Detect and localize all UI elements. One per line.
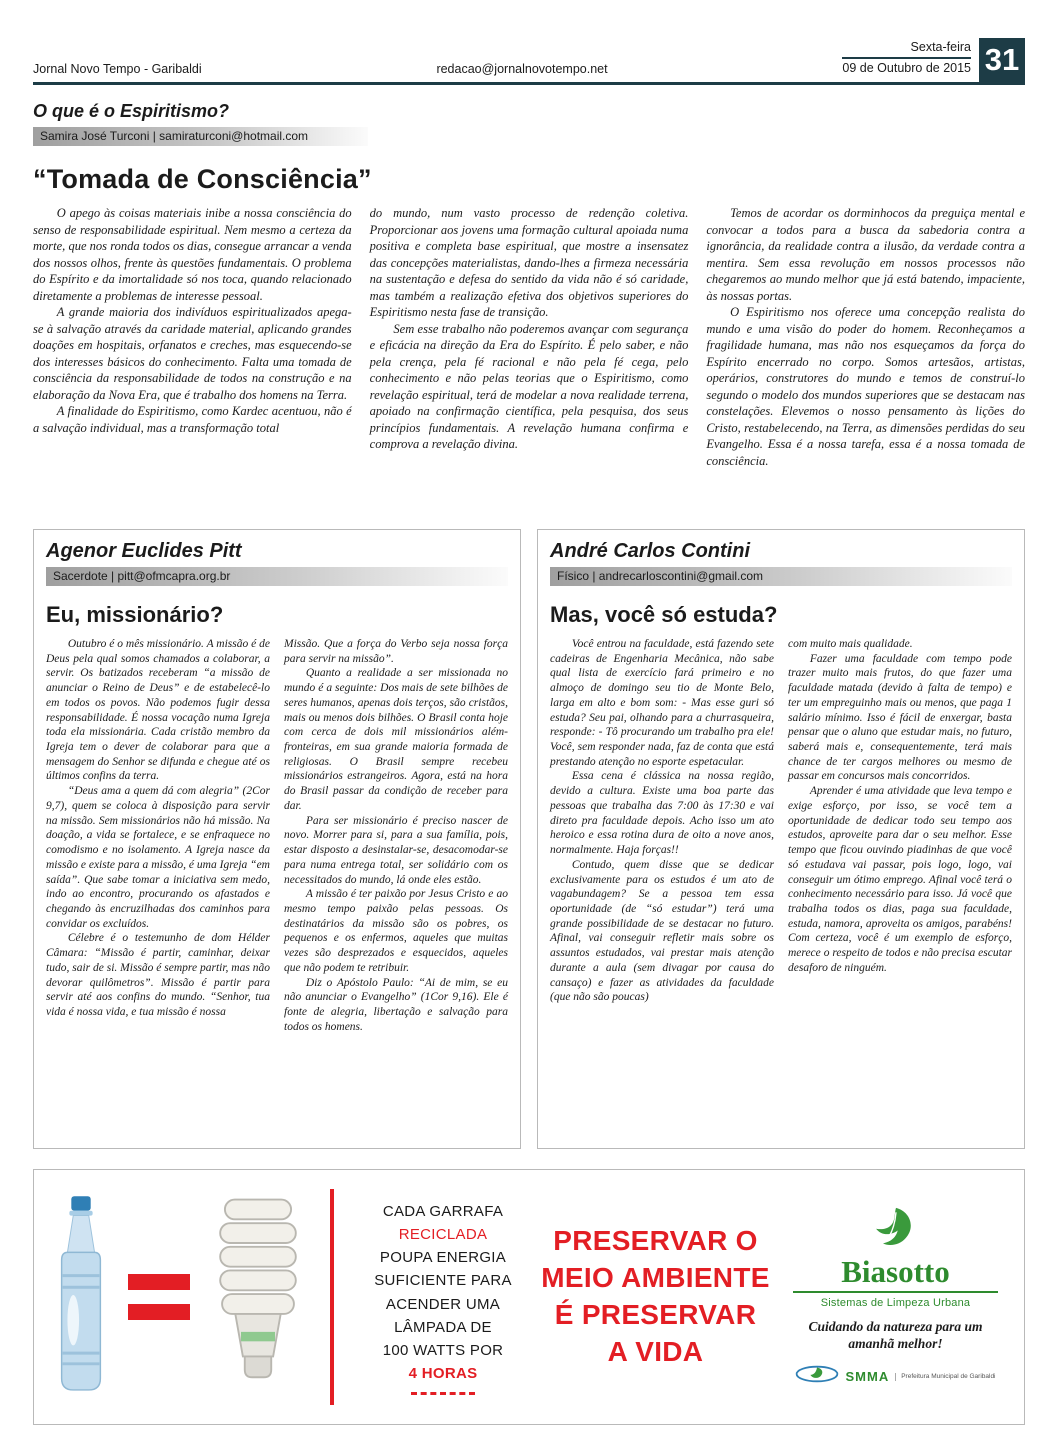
equals-sign <box>128 1274 190 1320</box>
article-box-so-estuda <box>537 529 1025 1149</box>
article3-byline-bar: Físico | andrecarloscontini@gmail.com <box>550 567 1012 586</box>
brand-rule <box>793 1291 998 1293</box>
article2-byline-bar: Sacerdote | pitt@ofmcapra.org.br <box>46 567 508 586</box>
paragraph: Aprender é uma atividade que leva tempo e exige esforço, por isso, se você tem a oportunidade de dedicar todo seu tempo aos estudos, aproveite para dar o seu melhor. Esse tempo que ficou ouvindo piadinhas de que você só estudava vai passar, pois logo, logo, vai conseguir um ótimo emprego. Afinal você terá o conhecimento necessário para isso. Já você que trabalha todos os dias, paga sua faculdade, estuda, namora, aproveita os amigos, parabéns! Com certeza, você é um exemplo de esforço, merece o respeito de todos e não precisa escutar desaforo de ninguém. <box>788 785 1012 974</box>
fact-line: POUPA ENERGIA <box>379 1249 507 1266</box>
section-byline-bar: Samira José Turconi | samiraturconi@hotmail.com <box>33 127 368 146</box>
article2-body <box>46 637 508 1034</box>
paragraph: Essa cena é clássica na nossa região, devido a cultura. Existe uma boa parte das pessoas que trabalha das 7:00 às 17:30 e vai direto pra faculdade depois. Acho isso um ato heroico e essa rotina dura de oito a nove anos, normalmente. Haja forças!! <box>550 770 774 857</box>
paragraph: Quanto a realidade a ser missionada no mundo é a seguinte: Dos mais de sete bilhões de seres humanos, apenas dois terços, são cristãos, mais ou menos dois bilhões. O Brasil conta hoje com cerca de dois mil missionários além-fronteiras, em sua grande maioria formada de religiosas. O Brasil sempre recebeu missionários estrangeiros. Agora, está na hora do Brasil passar da condição de receber para dar. <box>284 667 508 812</box>
fact-line-4-horas: 4 HORAS <box>408 1365 478 1383</box>
paragraph: Você entrou na faculdade, está fazendo sete cadeiras de Engenharia Mecânica, não sabe qual lista de exercício fará primeiro e no almoço de domingo seu tio de Monte Belo, larga em alto e bom som: - Mas esse guri só estuda? Seu pai, olhando para a churrasqueira, responde: - Tô procurando um trabalho pra ele! Você, sem responder nada, faz de conta que está prestando atenção no esporte espetacular. <box>550 638 774 768</box>
section-title: O que é o Espiritismo? <box>33 101 230 121</box>
preserve-slogan <box>538 1223 773 1371</box>
biasotto-leaf-icon <box>870 1236 922 1253</box>
red-dashes-decoration <box>411 1392 475 1395</box>
page-number-badge: 31 <box>979 38 1025 82</box>
paragraph: Missão. Que a força do Verbo seja nossa força para servir na missão”. <box>284 638 508 665</box>
article-boxes-row <box>33 529 1025 1149</box>
article-box-missionario <box>33 529 521 1149</box>
paragraph: do mundo, num vasto processo de redenção coletiva. Proporcionar aos jovens uma formação cultural apoiada numa positiva e completa base espiritual, que mostre a insensatez das concepções materialistas, dando-lhes a firmeza necessária na sustentação e defesa do sentido da vida não é só caridade, mas também a realização efetiva dos objetivos superiores do Espiritismo nesta fase de transição. <box>369 206 689 319</box>
article3-column-1 <box>550 637 774 1005</box>
article2-title: Eu, missionário? <box>46 602 224 627</box>
paragraph: com muito mais qualidade. <box>788 638 913 650</box>
recycling-advertisement <box>33 1169 1025 1425</box>
smma-subtitle: Prefeitura Municipal de Garibaldi <box>895 1373 995 1381</box>
date-label: 09 de Outubro de 2015 <box>842 61 971 76</box>
cfl-bulb-image <box>206 1193 310 1402</box>
article1-column-2 <box>370 205 689 505</box>
paragraph: Fazer uma faculdade com tempo pode trazer muito mais frutos, do que fazer uma faculdade matada (devido à falta de tempo) e ter um empreguinho mais ou menos, que paga 1 salário mínimo. Isso é fácil de enxergar, basta pensar que o aluno que estudar mais, no futuro, saberá mais e, consequentemente, terá mais chance de ter cargos melhores ou mesmo de passar em concursos mais concorridos. <box>788 652 1012 783</box>
smma-wordmark: SMMA <box>845 1369 890 1385</box>
fact-line: SUFICIENTE PARA <box>374 1272 512 1290</box>
fact-line: 100 WATTS POR <box>382 1342 504 1359</box>
slogan-line: A VIDA <box>607 1335 704 1367</box>
paragraph: Para ser missionário é preciso nascer de novo. Morrer para si, para a sua família, pois, estar disposto a desinstalar-se, desacomodar-se para numa entrega total, ser solidário com os necessitados do mundo, lá onde eles estão. <box>284 814 508 886</box>
paragraph: A grande maioria dos indivíduos espiritualizados apega-se à salvação através da caridade material, aplicando grandes doações em hospitais, orfanatos e creches, mas esquecendo-se dos interesses básicos do conhecimento. Falta uma tomada de consciência da responsabilidade de todos na construção e na elaboração da Nova Era, que é trabalho dos homens na Terra. <box>33 305 352 402</box>
paragraph: O apego às coisas materiais inibe a nossa consciência do senso de responsabilidade espiritual. Nem mesmo a certeza da morte, que nos ronda todos os dias, consegue arrancar a venda dos nossos olhos, frente às questões fundamentais. O problema do Espírito e da imortalidade só nos toca, quando relacionado diretamente a problemas de interesse pessoal. <box>33 206 352 303</box>
red-divider-line <box>330 1189 334 1405</box>
article3-title: Mas, você só estuda? <box>550 602 778 627</box>
recycling-fact-text <box>358 1200 528 1395</box>
masthead <box>33 38 1025 85</box>
article2-column-2 <box>284 637 508 1034</box>
paragraph: A missão é ter paixão por Jesus Cristo e ao mesmo tempo paixão pelas pessoas. Os destinatários da missão são os pobres, os pequenos e os enfermos, aqueles que muitas vezes são desprezados e esquecidos, aqueles que não podem te retribuir. <box>284 888 508 974</box>
date-block <box>842 40 971 77</box>
paragraph: Sem esse trabalho não poderemos avançar com segurança e eficácia na direção da Era do Espírito. É pelo saber, e não pela crença, pela fé racional e não pela fé cega, pelo conhecimento e não pelas teorias que o Espiritismo, como revelação espiritual, terá de modelar a nova realidade terrena, apoiado na confirmação científica, pela pesquisa, dos seus princípios fundamentais. A revelação humana confirma e comprova a revelação divina. <box>369 321 689 451</box>
article3-author: André Carlos Contini <box>550 540 751 562</box>
article1-body <box>33 205 1025 505</box>
biasotto-wordmark: Biasotto <box>841 1253 950 1289</box>
paragraph: A finalidade do Espiritismo, como Kardec acentuou, não é a salvação individual, mas a transformação total <box>33 404 352 435</box>
slogan-line: É PRESERVAR <box>554 1299 757 1330</box>
smma-leaf-swoosh-icon <box>795 1364 839 1389</box>
fact-line: ACENDER UMA <box>385 1295 501 1313</box>
slogan-line: MEIO AMBIENTE <box>541 1262 770 1294</box>
article3-body <box>550 637 1012 1005</box>
paragraph: Célebre é o testemunho de dom Hélder Câmara: “Missão é partir, caminhar, deixar tudo, sair de si. Missão é sempre partir, mas não devorar quilômetros”. Missão é partir para servir até aos confins do mundo. “Senhor, tua vida é nossa vida, e tua missão é nossa <box>46 932 270 1018</box>
article2-author: Agenor Euclides Pitt <box>46 540 242 562</box>
smma-logo <box>783 1364 1008 1389</box>
paragraph: “Deus ama a quem dá com alegria” (2Cor 9,7), quem se coloca à disposição para servir na missão. Sem missionários não há missão. Na doação, a vida se fortalece, e se enfraquece no comodismo e no isolamento. A Igreja nasce da missão e existe para a missão, é uma Igreja “em saída”. Que sabe tomar a iniciativa sem medo, indo ao encontro, procurando os afastados e chegando às encruzilhadas dos caminhos para convidar os excluídos. <box>46 785 270 930</box>
slogan-line: PRESERVAR O <box>553 1225 758 1257</box>
water-bottle-image <box>50 1194 112 1401</box>
article1-column-1 <box>33 205 352 505</box>
biasotto-brand-block <box>783 1205 1008 1390</box>
fact-line-reciclada: RECICLADA <box>398 1225 488 1243</box>
paragraph: O Espiritismo nos oferece uma concepção realista do mundo e uma visão do poder do homem. Reconheçamos a fragilidade humana, mas não nos esqueçamos da força do Espírito encerrado no corpo. Somos artesãos, artistas, operários, construtores do mundo e temos de construí-lo segundo o modelo dos mundos superiores que se destacam nas constelações. Elevemos o nosso pensamento às lições do Cristo, restabelecendo, na Terra, as dimensões perdidas do seu Evangelho. Essa é a nossa tarefa, essa é a nossa tomada de consciência. <box>706 305 1026 468</box>
article1-title: “Tomada de Consciência” <box>33 164 372 194</box>
paragraph: Contudo, quem disse que se dedicar exclusivamente para os estudos é um ato de vagabundagem? Se a pessoa tem essa oportunidade (de “só estudar”) terá uma grande possibilidade de se destacar no futuro. Afinal, vai conseguir refletir mais sobre os assuntos estudados, vai prestar mais atenção durante a aula (sem divagar por causa do cansaço) e fazer as atividades da faculdade (que não são poucas) <box>550 858 774 1004</box>
fact-line: LÂMPADA DE <box>394 1318 492 1336</box>
weekday-label: Sexta-feira <box>842 40 971 60</box>
article3-column-2 <box>788 637 1012 1005</box>
newspaper-name: Jornal Novo Tempo - Garibaldi <box>33 62 202 76</box>
section-espiritismo <box>33 101 1025 505</box>
biasotto-subtitle: Sistemas de Limpeza Urbana <box>820 1296 971 1309</box>
paragraph: Diz o Apóstolo Paulo: “Ai de mim, se eu não anunciar o Evangelho” (1Cor 9,16). Ele é fonte de alegria, libertação e salvação para todos os homens. <box>284 976 508 1033</box>
redaction-email: redacao@jornalnovotempo.net <box>436 62 608 76</box>
biasotto-tagline: Cuidando da natureza para um amanhã melhor! <box>808 1318 983 1351</box>
article2-column-1 <box>46 637 270 1034</box>
paragraph: Temos de acordar os dorminhocos da preguiça mental e convocar a todos para a busca da sabedoria contra a ignorância, da realidade contra a ilusão, da verdade contra a mentira. Sem essa revolução em nossos processos não chegaremos ao mundo melhor que já está batendo, impaciente, às nossas portas. <box>706 206 1026 303</box>
fact-line: CADA GARRAFA <box>382 1202 504 1220</box>
article1-column-3 <box>706 205 1025 505</box>
paragraph: Outubro é o mês missionário. A missão é de Deus pela qual somos chamados a colaborar, a servir. Os batizados receberam “a missão de anunciar o Reino de Deus” e de estabelecê-lo em todos os povos. Não podemos fugir dessa responsabilidade. É nossa vocação numa Igreja toda ela missionária. Cada cristão membro da Igreja tem o dever de colaborar para que a mensagem do Senhor se difunda e chegue até os últimos confins da terra. <box>46 638 270 783</box>
